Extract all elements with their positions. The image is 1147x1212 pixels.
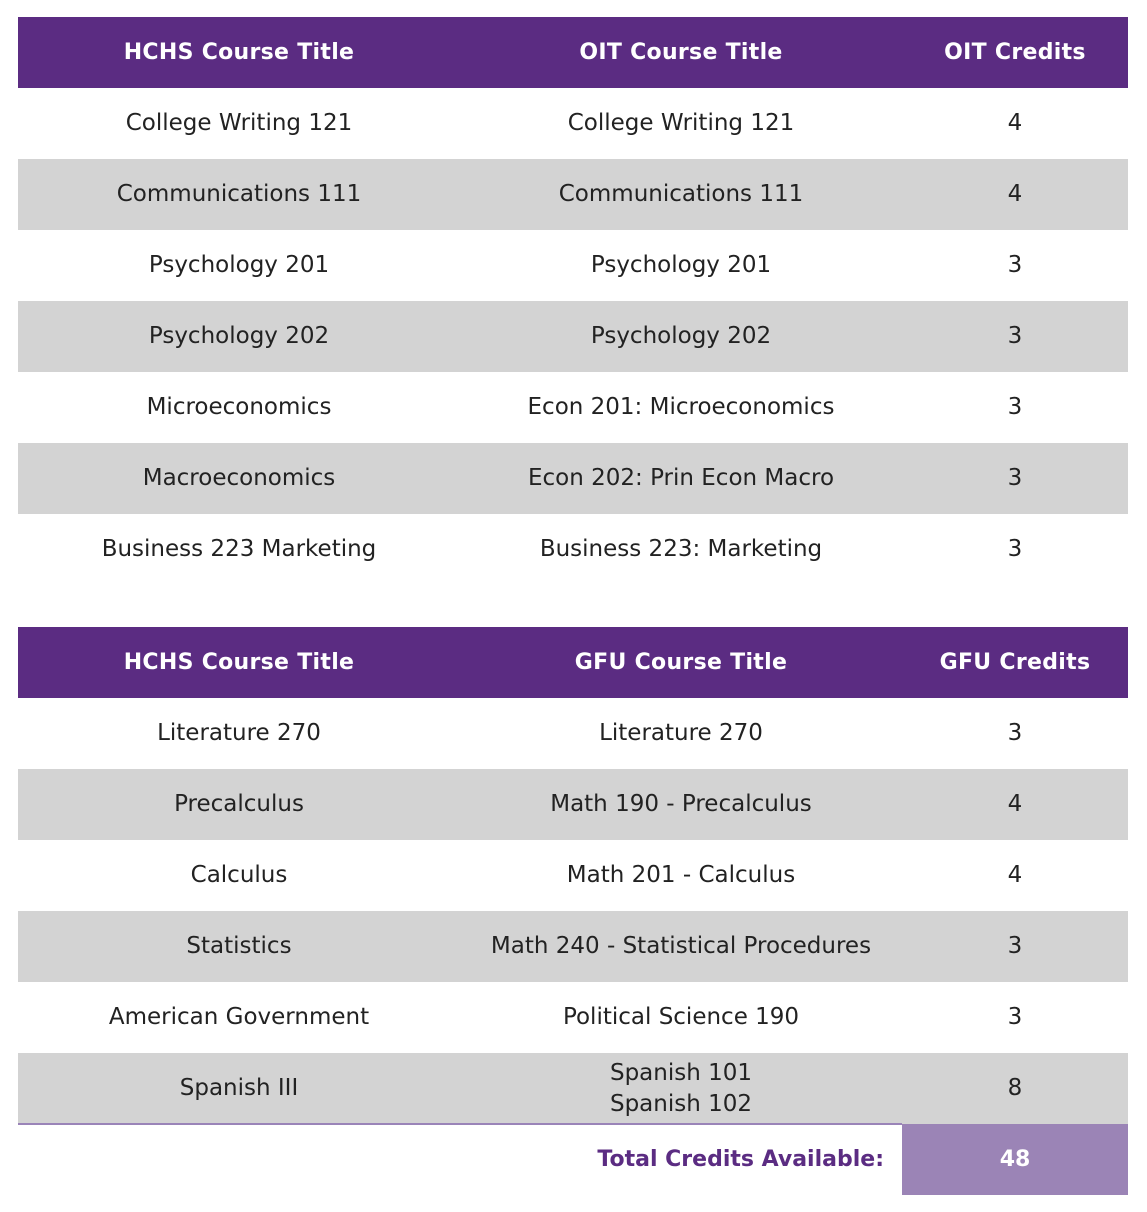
- hchs-course-cell: College Writing 121: [125, 110, 353, 136]
- hchs-course-cell: Business 223 Marketing: [101, 536, 377, 562]
- oit-course-cell: Psychology 201: [590, 252, 772, 278]
- credits-cell: 3: [1007, 323, 1023, 349]
- total-credits-label: Total Credits Available:: [597, 1147, 884, 1172]
- table-row: [18, 698, 1128, 769]
- table-row: [18, 769, 1128, 840]
- oit-course-cell: Econ 202: Prin Econ Macro: [527, 465, 835, 491]
- oit-course-cell: Business 223: Marketing: [539, 536, 823, 562]
- hchs-course-cell: Spanish III: [179, 1075, 299, 1101]
- table-row: [18, 372, 1128, 443]
- hchs-course-cell: Psychology 202: [148, 323, 330, 349]
- hchs-course-cell: Precalculus: [174, 791, 304, 817]
- credits-cell: 4: [1007, 791, 1023, 817]
- table-header-row: [18, 17, 1128, 88]
- credits-cell: 3: [1007, 465, 1023, 491]
- table-row: [18, 443, 1128, 514]
- hchs-course-cell: Literature 270: [157, 720, 321, 746]
- credits-cell: 8: [1007, 1075, 1023, 1101]
- table-row: [18, 911, 1128, 982]
- column-header-gfu-course: GFU Course Title: [574, 650, 788, 675]
- total-credits-value: 48: [902, 1124, 1128, 1195]
- oit-course-cell: College Writing 121: [567, 110, 795, 136]
- column-header-oit-credits: OIT Credits: [944, 40, 1086, 65]
- credits-cell: 3: [1007, 252, 1023, 278]
- hchs-course-cell: Macroeconomics: [142, 465, 336, 491]
- hchs-course-cell: Psychology 201: [148, 252, 330, 278]
- hchs-course-cell: Communications 111: [116, 181, 362, 207]
- gfu-credits-table: [18, 627, 1128, 1124]
- hchs-course-cell: Statistics: [186, 933, 292, 959]
- column-header-gfu-credits: GFU Credits: [939, 650, 1091, 675]
- hchs-course-cell: Microeconomics: [146, 394, 332, 420]
- table-row: [18, 982, 1128, 1053]
- hchs-course-cell: Calculus: [190, 862, 288, 888]
- oit-credits-table: [18, 17, 1128, 585]
- table-row: [18, 230, 1128, 301]
- oit-course-cell: Psychology 202: [590, 323, 772, 349]
- gfu-course-cell: Political Science 190: [562, 1004, 800, 1030]
- gfu-course-cell: [460, 1058, 902, 1120]
- credits-cell: 4: [1007, 862, 1023, 888]
- hchs-course-cell: American Government: [108, 1004, 370, 1030]
- table-row: [18, 88, 1128, 159]
- gfu-course-line: Spanish 101: [609, 1059, 753, 1086]
- gfu-course-cell: Math 240 - Statistical Procedures: [490, 933, 872, 959]
- column-header-hchs: HCHS Course Title: [123, 40, 355, 65]
- oit-course-cell: Econ 201: Microeconomics: [527, 394, 835, 420]
- total-credits-row: [18, 1124, 1128, 1195]
- gfu-course-line: Spanish 102: [609, 1090, 753, 1117]
- credits-cell: 3: [1007, 933, 1023, 959]
- credits-cell: 3: [1007, 1004, 1023, 1030]
- table-row: [18, 1053, 1128, 1124]
- table-row: [18, 159, 1128, 230]
- credits-cell: 3: [1007, 720, 1023, 746]
- table-row: [18, 840, 1128, 911]
- gfu-course-cell: Math 190 - Precalculus: [550, 791, 812, 817]
- credits-cell: 4: [1007, 110, 1023, 136]
- column-header-oit-course: OIT Course Title: [579, 40, 783, 65]
- table-row: [18, 301, 1128, 372]
- table-header-row: [18, 627, 1128, 698]
- credits-cell: 3: [1007, 394, 1023, 420]
- gfu-course-cell: Math 201 - Calculus: [566, 862, 796, 888]
- oit-course-cell: Communications 111: [558, 181, 804, 207]
- column-header-hchs: HCHS Course Title: [123, 650, 355, 675]
- credits-cell: 4: [1007, 181, 1023, 207]
- credits-cell: 3: [1007, 536, 1023, 562]
- gfu-course-cell: Literature 270: [599, 720, 763, 746]
- table-row: [18, 514, 1128, 585]
